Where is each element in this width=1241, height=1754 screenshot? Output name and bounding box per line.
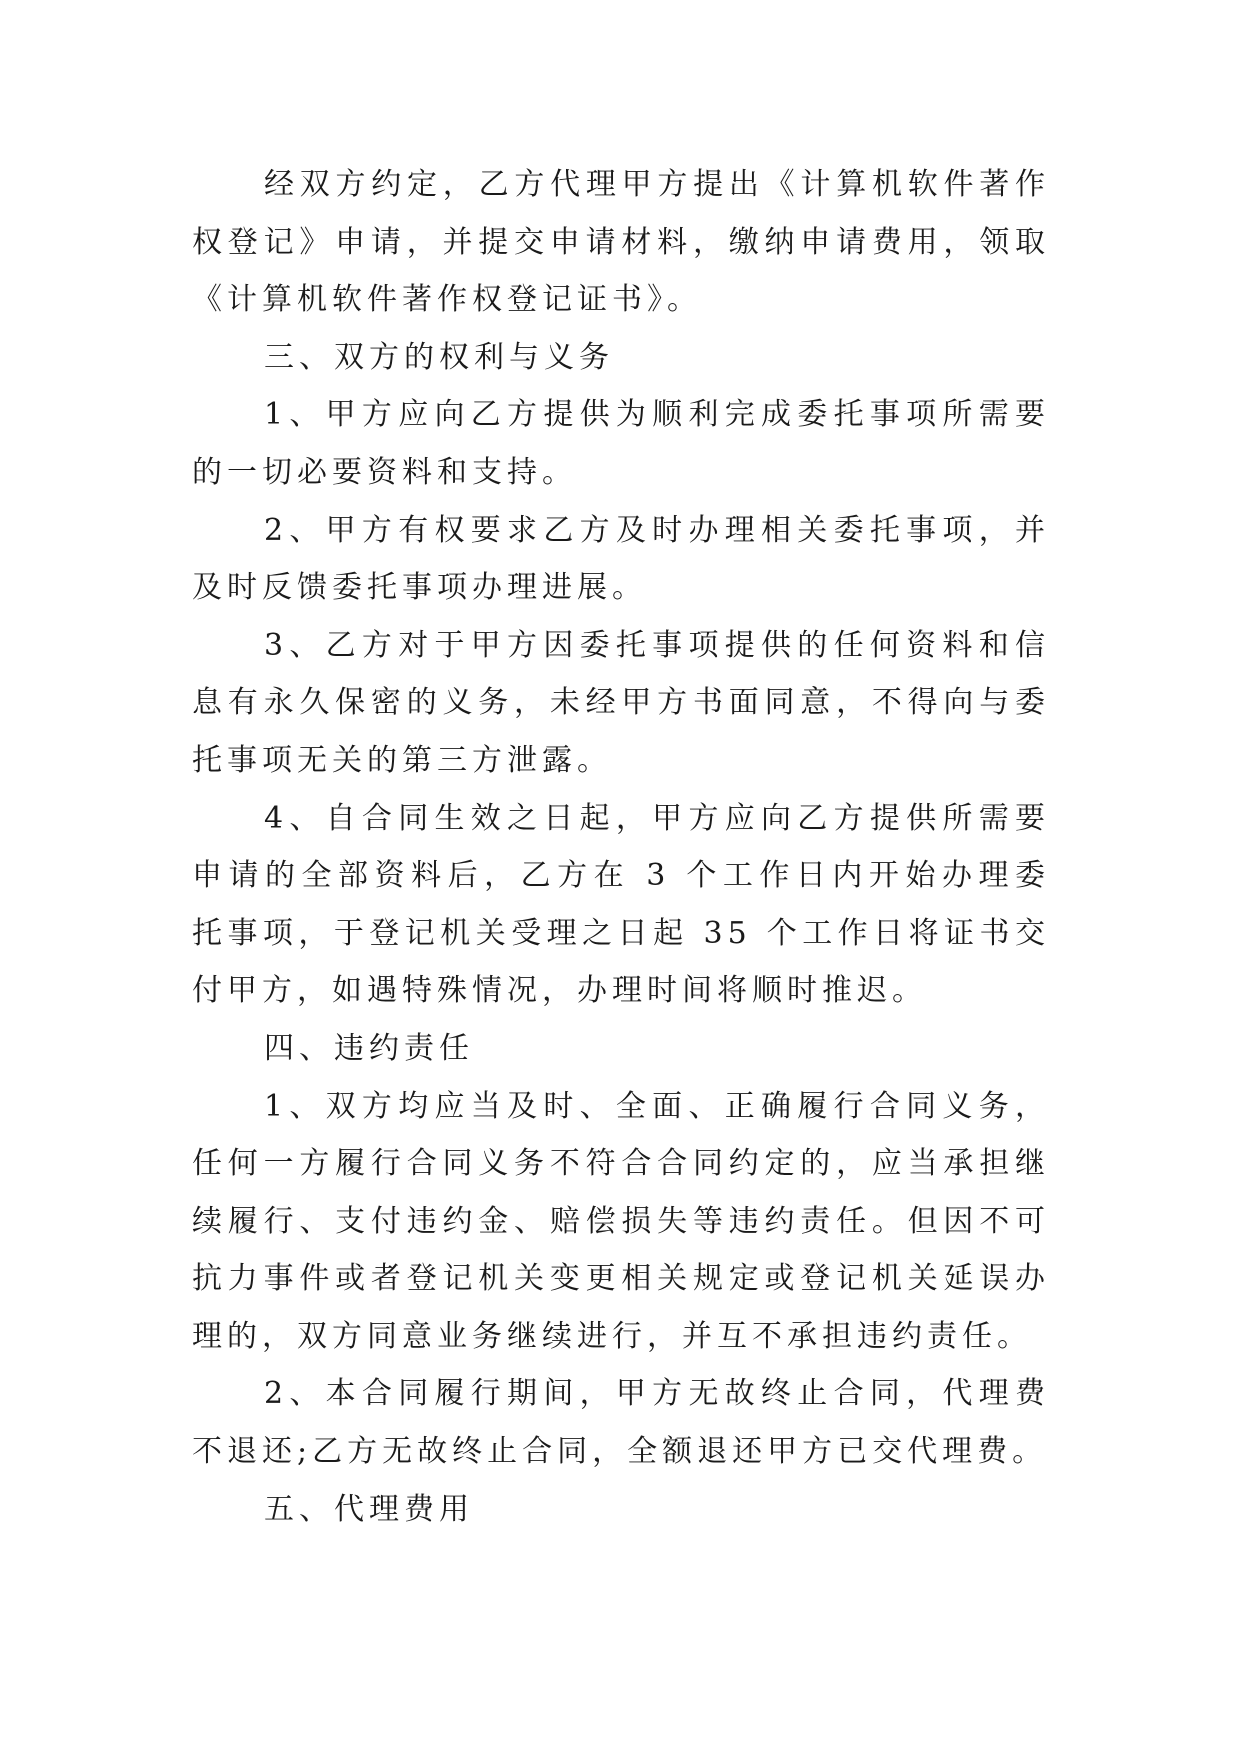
clause-3-2: 2、甲方有权要求乙方及时办理相关委托事项，并及时反馈委托事项办理进展。 [192,512,1050,606]
clause-3-3: 3、乙方对于甲方因委托事项提供的任何资料和信息有永久保密的义务，未经甲方书面同意，不得向与委托事项无关的第三方泄露。 [192,627,1050,778]
section-heading-agency-fees: 五、代理费用 [264,1491,474,1527]
clause-4-1: 1、双方均应当及时、全面、正确履行合同义务，任何一方履行合同义务不符合合同约定的，应当承担继续履行、支付违约金、赔偿损失等违约责任。但因不可抗力事件或者登记机关变更相关规定或登记机关延误办理的，双方同意业务继续进行，并互不承担违约责任。 [192,1088,1050,1354]
clause-3-4: 4、自合同生效之日起，甲方应向乙方提供所需要申请的全部资料后，乙方在 3 个工作日内开始办理委托事项，于登记机关受理之日起 35 个工作日将证书交付甲方，如遇特殊情况，办理时间将顺时推迟。 [192,800,1050,1009]
document-body [192,156,1050,1538]
clause-3-1: 1、甲方应向乙方提供为顺利完成委托事项所需要的一切必要资料和支持。 [192,397,1050,490]
section-heading-rights-obligations: 三、双方的权利与义务 [264,339,614,375]
paragraph-registration-scope: 经双方约定，乙方代理甲方提出《计算机软件著作权登记》申请，并提交申请材料，缴纳申请费用，领取《计算机软件著作权登记证书》。 [192,167,1050,318]
section-heading-breach-liability: 四、违约责任 [264,1030,474,1066]
clause-4-2: 2、本合同履行期间，甲方无故终止合同，代理费不退还;乙方无故终止合同，全额退还甲方已交代理费。 [192,1376,1050,1470]
